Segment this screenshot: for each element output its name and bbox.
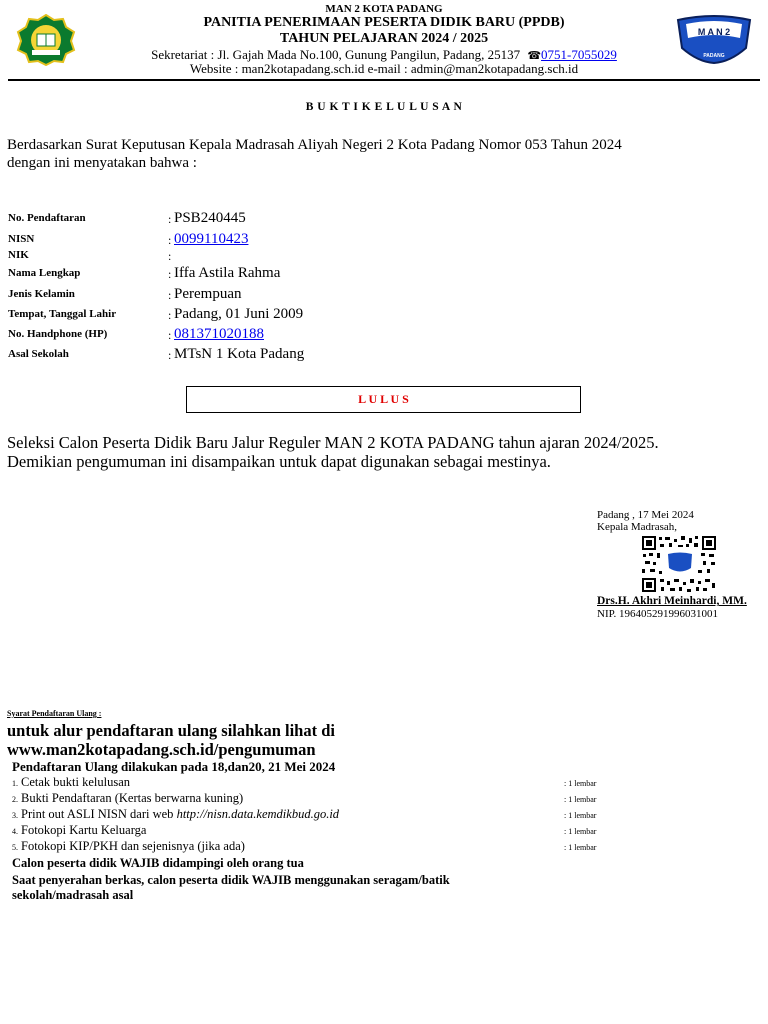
signature-name: Drs.H. Akhri Meinhardi, MM.	[597, 595, 747, 607]
man2-logo	[672, 14, 756, 64]
man2-logo-subtext: PADANG	[703, 53, 725, 59]
label-gender: Jenis Kelamin	[8, 288, 75, 300]
requirement-item	[12, 791, 243, 806]
label-registration-number: No. Pendaftaran	[8, 212, 86, 224]
requirement-qty: : 1 lembar	[564, 811, 597, 820]
label-phone: No. Handphone (HP)	[8, 328, 108, 340]
requirement-number: 4.	[12, 826, 18, 836]
requirement-number: 3.	[12, 810, 18, 820]
colon: :	[168, 267, 172, 281]
result-line-2: Demikian pengumuman ini disampaikan untuk dapat digunakan sebagai mestinya.	[7, 452, 551, 471]
qr-code	[641, 535, 717, 593]
requirements-alur-line-2: www.man2kotapadang.sch.id/pengumuman	[7, 740, 316, 759]
header-school: MAN 2 KOTA PADANG	[325, 3, 443, 15]
document-title: B U K T I K E L U L U S A N	[305, 101, 463, 113]
header-phone-link[interactable]: 0751-7055029	[541, 47, 617, 62]
header-year: TAHUN PELAJARAN 2024 / 2025	[279, 31, 489, 46]
result-text	[7, 433, 763, 471]
requirement-item	[12, 823, 146, 838]
colon: :	[168, 212, 172, 226]
requirement-text: Fotokopi KIP/PKH dan sejenisnya (jika ada)	[21, 839, 245, 853]
requirement-qty: : 1 lembar	[564, 843, 597, 852]
requirement-number: 2.	[12, 794, 18, 804]
header-address: Sekretariat : Jl. Gajah Mada No.100, Gunung Pangilun, Padang, 25137	[151, 47, 521, 62]
value-origin-school: MTsN 1 Kota Padang	[174, 346, 305, 362]
value-nisn-link[interactable]: 0099110423	[174, 231, 249, 247]
requirements-heading: Syarat Pendaftaran Ulang :	[7, 709, 102, 718]
result-line-1: Seleksi Calon Peserta Didik Baru Jalur Reguler MAN 2 KOTA PADANG tahun ajaran 2024/2025.	[7, 433, 659, 452]
colon: :	[168, 328, 172, 342]
requirement-text: Fotokopi Kartu Keluarga	[21, 823, 147, 837]
label-origin-school: Asal Sekolah	[8, 348, 69, 360]
requirement-note-parents: Calon peserta didik WAJIB didampingi oleh orang tua	[12, 856, 304, 870]
man2-logo-text: M A N 2	[697, 27, 731, 37]
signature-position: Kepala Madrasah,	[597, 521, 678, 533]
requirement-item	[12, 775, 130, 790]
label-nisn: NISN	[8, 233, 35, 245]
label-nik: NIK	[8, 249, 29, 261]
requirement-note-uniform: Saat penyerahan berkas, calon peserta didik WAJIB menggunakan seragam/batik sekolah/madrasah asal	[12, 873, 450, 902]
colon: :	[168, 348, 172, 362]
requirement-qty: : 1 lembar	[564, 779, 597, 788]
requirements-schedule: Pendaftaran Ulang dilakukan pada 18,dan20, 21 Mei 2024	[12, 759, 336, 774]
colon: :	[168, 249, 172, 263]
status-box	[186, 386, 581, 413]
value-gender: Perempuan	[174, 286, 242, 302]
requirement-item	[12, 839, 245, 854]
requirement-text: Print out ASLI NISN dari web	[21, 807, 177, 821]
requirement-text: Cetak bukti kelulusan	[21, 775, 131, 789]
status-text: L U L U S	[358, 392, 409, 406]
requirement-number: 5.	[12, 842, 18, 852]
colon: :	[168, 233, 172, 247]
header-committee: PANITIA PENERIMAAN PESERTA DIDIK BARU (PPDB)	[203, 15, 565, 30]
intro-text	[7, 137, 765, 172]
value-full-name: Iffa Astila Rahma	[174, 265, 281, 281]
label-full-name: Nama Lengkap	[8, 267, 81, 279]
colon: :	[168, 308, 172, 322]
header-website: Website : man2kotapadang.sch.id e-mail : admin@man2kotapadang.sch.id	[189, 61, 579, 76]
colon: :	[168, 288, 172, 302]
intro-line-2: dengan ini menyatakan bahwa :	[7, 155, 197, 171]
requirements-alur	[7, 721, 335, 759]
requirement-item	[12, 807, 339, 822]
requirement-number: 1.	[12, 778, 18, 788]
value-registration-number: PSB240445	[174, 210, 246, 226]
label-birth: Tempat, Tanggal Lahir	[8, 308, 117, 320]
intro-line-1: Berdasarkan Surat Keputusan Kepala Madrasah Aliyah Negeri 2 Kota Padang Nomor 053 Tahun 2024	[7, 137, 622, 153]
requirement-text: Bukti Pendaftaran (Kertas berwarna kuning)	[21, 791, 244, 805]
requirement-nisn-url: http://nisn.data.kemdikbud.go.id	[176, 807, 340, 821]
requirement-qty: : 1 lembar	[564, 827, 597, 836]
header-divider	[8, 79, 760, 81]
requirements-alur-line-1: untuk alur pendaftaran ulang silahkan lihat di	[7, 721, 335, 740]
telephone-icon: ☎	[527, 49, 542, 62]
value-birth: Padang, 01 Juni 2009	[174, 306, 304, 322]
requirement-qty: : 1 lembar	[564, 795, 597, 804]
signature-nip: NIP. 196405291996031001	[597, 608, 719, 620]
value-phone-link[interactable]: 081371020188	[174, 326, 264, 342]
signature-place-date: Padang , 17 Mei 2024	[597, 509, 694, 521]
